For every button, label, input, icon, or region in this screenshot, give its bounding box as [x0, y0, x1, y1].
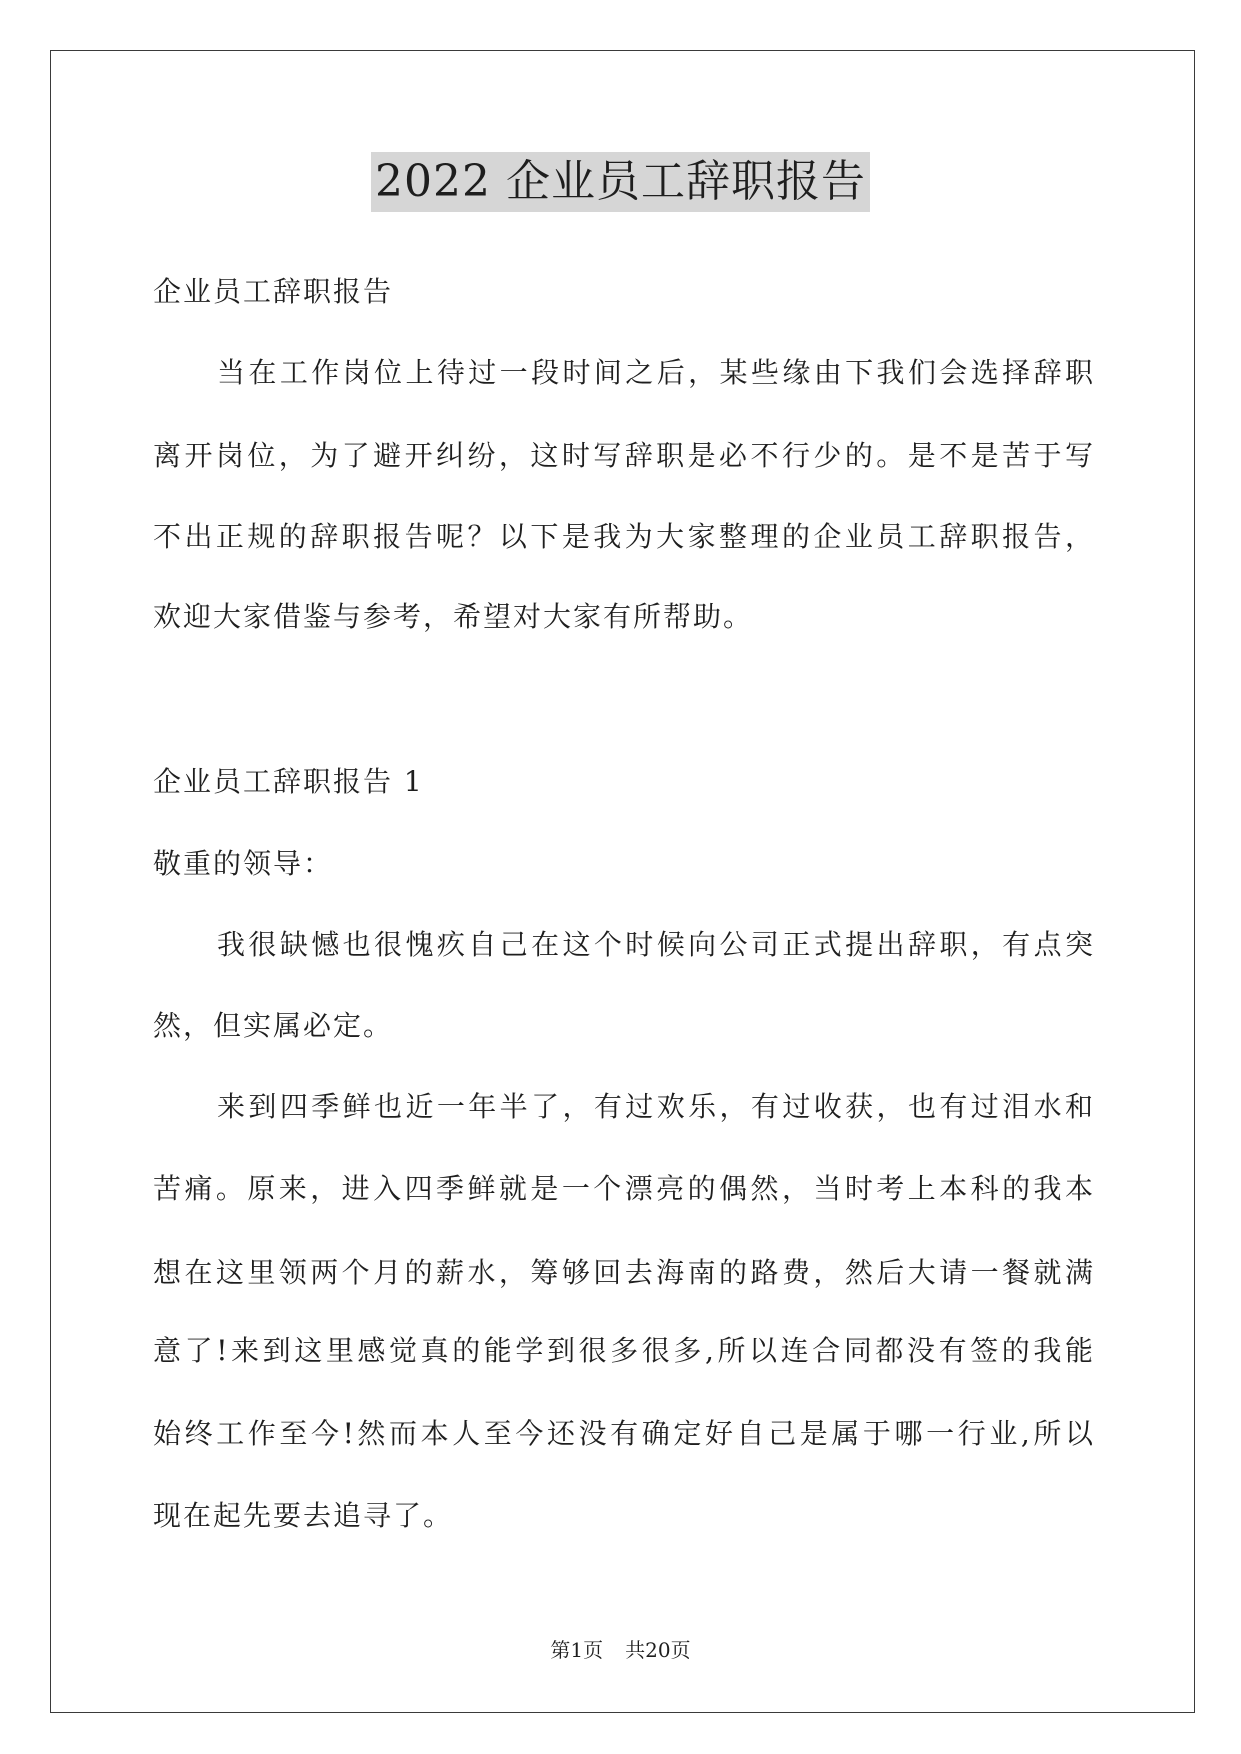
- section-heading: 企业员工辞职报告 1: [153, 765, 424, 798]
- page-total: 共20页: [625, 1638, 691, 1662]
- intro-line: 离开岗位，为了避开纠纷，这时写辞职是必不行少的。是不是苦于写: [153, 439, 1095, 472]
- page-footer: [0, 1637, 1241, 1663]
- document-subtitle: 企业员工辞职报告: [153, 275, 394, 308]
- document-title: 2022 企业员工辞职报告: [371, 152, 870, 212]
- paragraph1-line: 我很缺憾也很愧疚自己在这个时候向公司正式提出辞职，有点突: [217, 928, 1095, 961]
- paragraph1-line: 然，但实属必定。: [153, 1009, 394, 1042]
- page-number: 第1页: [550, 1638, 604, 1662]
- paragraph2-line: 想在这里领两个月的薪水，筹够回去海南的路费，然后大请一餐就满: [153, 1256, 1095, 1289]
- paragraph2-line: 来到四季鲜也近一年半了，有过欢乐，有过收获，也有过泪水和: [217, 1090, 1095, 1123]
- intro-line: 当在工作岗位上待过一段时间之后，某些缘由下我们会选择辞职: [217, 356, 1095, 389]
- paragraph2-line: 始终工作至今!然而本人至今还没有确定好自己是属于哪一行业,所以: [153, 1417, 1095, 1450]
- intro-line: 欢迎大家借鉴与参考，希望对大家有所帮助。: [153, 600, 754, 633]
- intro-line: 不出正规的辞职报告呢？以下是我为大家整理的企业员工辞职报告，: [153, 520, 1095, 553]
- paragraph2-line: 苦痛。原来，进入四季鲜就是一个漂亮的偶然，当时考上本科的我本: [153, 1172, 1095, 1205]
- paragraph2-line: 现在起先要去追寻了。: [153, 1499, 454, 1532]
- title-container: [0, 152, 1241, 212]
- salutation: 敬重的领导：: [153, 847, 334, 880]
- paragraph2-line: 意了!来到这里感觉真的能学到很多很多,所以连合同都没有签的我能: [153, 1334, 1095, 1367]
